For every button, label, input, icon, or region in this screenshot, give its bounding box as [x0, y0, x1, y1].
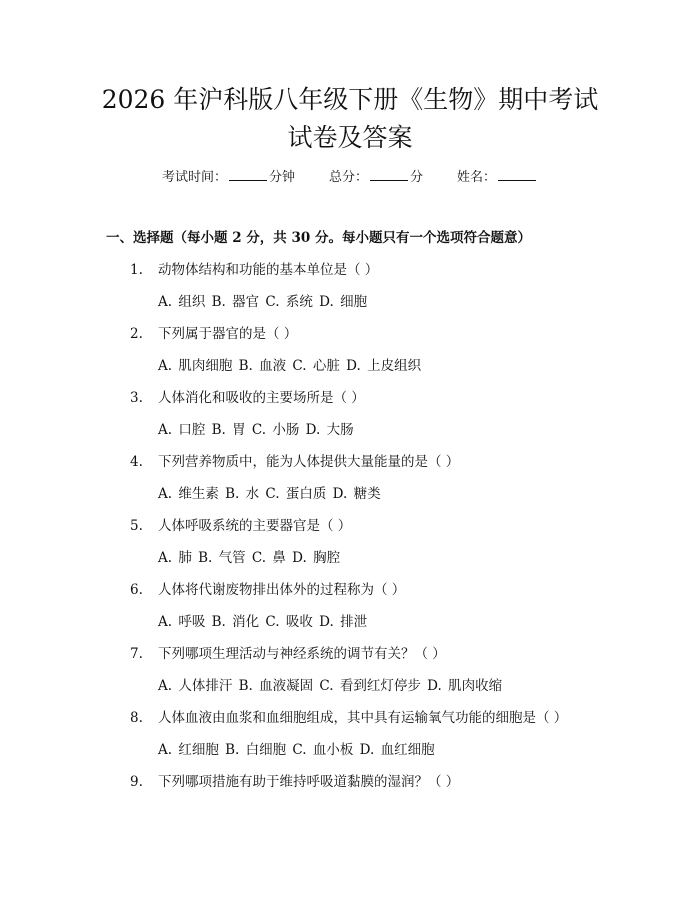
question-7 [130, 644, 650, 664]
exam-time-field [162, 168, 295, 188]
question-number: 1. [130, 262, 143, 278]
total-score-field [329, 168, 423, 188]
exam-time-unit: 分钟 [268, 170, 295, 185]
exam-title-line-2: 试卷及答案 [287, 123, 413, 152]
question-text: 下列哪项措施有助于维持呼吸道黏膜的湿润？（ ） [158, 774, 460, 790]
question-text: 人体血液由血浆和血细胞组成，其中具有运输氧气功能的细胞是（ ） [158, 710, 568, 726]
question-1-options: A. 组织 B. 器官 C. 系统 D. 细胞 [158, 294, 368, 310]
question-8-options: A. 红细胞 B. 白细胞 C. 血小板 D. 血红细胞 [158, 742, 435, 758]
exam-time-blank [229, 168, 267, 181]
question-6 [130, 580, 650, 600]
question-number: 3. [130, 390, 143, 406]
question-2-options: A. 肌肉细胞 B. 血液 C. 心脏 D. 上皮组织 [158, 358, 422, 374]
exam-meta-row [0, 168, 700, 188]
question-text: 下列哪项生理活动与神经系统的调节有关？（ ） [158, 646, 446, 662]
question-1 [130, 260, 650, 280]
section-heading-multiple-choice: 一、选择题（每小题 2 分，共 30 分。每小题只有一个选项符合题意） [106, 230, 531, 246]
question-3-options: A. 口腔 B. 胃 C. 小肠 D. 大肠 [158, 422, 354, 438]
question-text: 人体将代谢废物排出体外的过程称为（ ） [158, 582, 406, 598]
question-number: 8. [130, 710, 143, 726]
student-name-field [457, 168, 538, 188]
question-text: 下列属于器官的是（ ） [158, 326, 298, 342]
question-8 [130, 708, 650, 728]
total-score-label: 总分： [328, 170, 368, 185]
question-5 [130, 516, 650, 536]
total-score-blank [370, 168, 408, 181]
question-2 [130, 324, 650, 344]
question-4-options: A. 维生素 B. 水 C. 蛋白质 D. 糖类 [158, 486, 381, 502]
student-name-label: 姓名： [457, 170, 497, 185]
question-number: 4. [130, 454, 143, 470]
question-text: 下列营养物质中，能为人体提供大量能量的是（ ） [158, 454, 460, 470]
question-text: 人体呼吸系统的主要器官是（ ） [158, 518, 352, 534]
question-6-options: A. 呼吸 B. 消化 C. 吸收 D. 排泄 [158, 614, 368, 630]
question-text: 动物体结构和功能的基本单位是（ ） [158, 262, 379, 278]
question-3 [130, 388, 650, 408]
student-name-blank [498, 168, 536, 181]
question-5-options: A. 肺 B. 气管 C. 鼻 D. 胸腔 [158, 550, 341, 566]
question-text: 人体消化和吸收的主要场所是（ ） [158, 390, 365, 406]
question-9 [130, 772, 650, 792]
exam-time-label: 考试时间： [161, 170, 227, 185]
total-score-unit: 分 [410, 170, 424, 185]
question-4 [130, 452, 650, 472]
question-number: 6. [130, 582, 143, 598]
question-number: 5. [130, 518, 143, 534]
question-7-options: A. 人体排汗 B. 血液凝固 C. 看到红灯停步 D. 肌肉收缩 [158, 678, 503, 694]
question-number: 7. [130, 646, 143, 662]
exam-title-line-1: 2026 年沪科版八年级下册《生物》期中考试 [101, 85, 599, 114]
question-number: 9. [130, 774, 143, 790]
question-number: 2. [130, 326, 143, 342]
